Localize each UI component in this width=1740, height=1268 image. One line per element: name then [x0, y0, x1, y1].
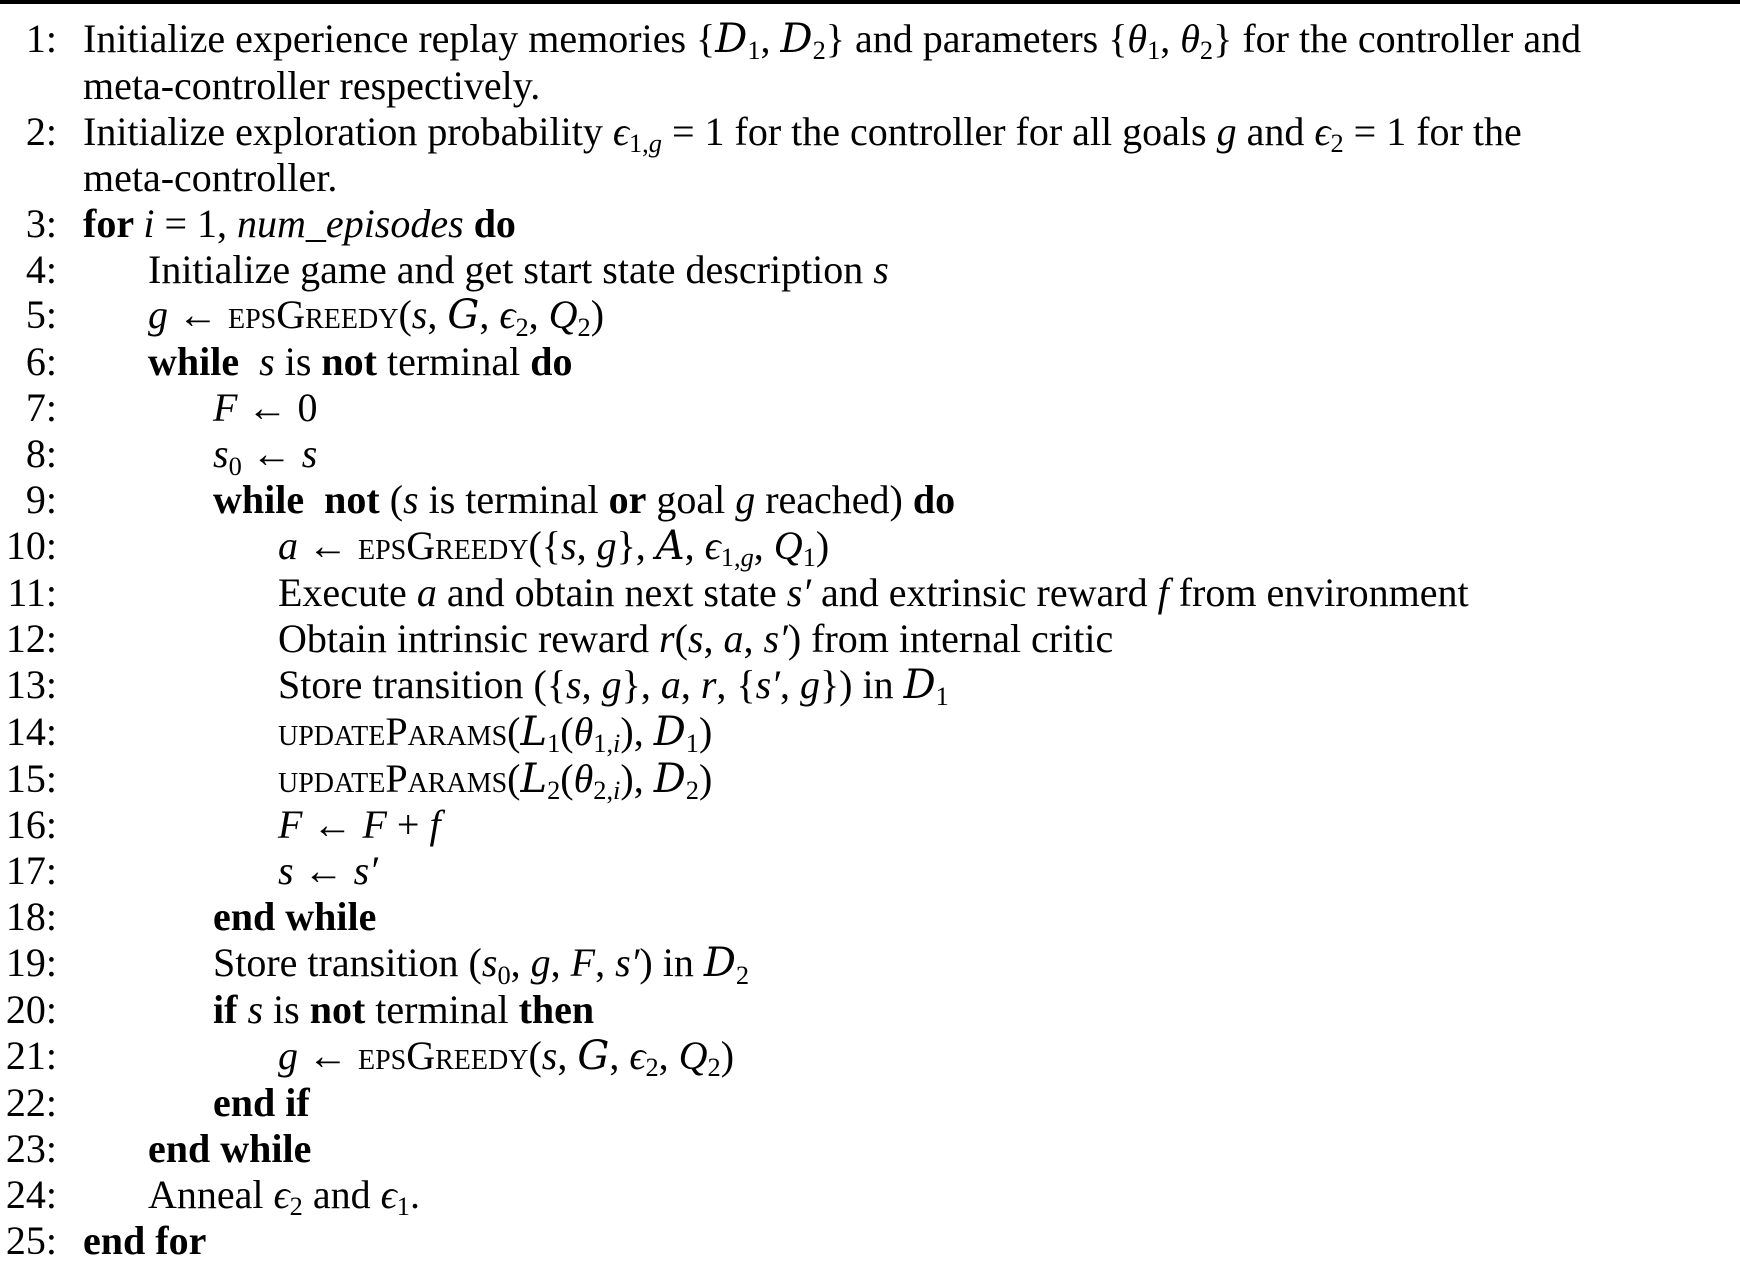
algorithm-line	[0, 756, 1740, 803]
line-content: meta-controller.	[83, 154, 338, 200]
algorithm-line	[0, 522, 1740, 573]
algorithm-line	[0, 247, 1740, 293]
line-content: for i = 1, num_episodes do	[83, 200, 516, 246]
line-number: 19:	[5, 940, 57, 986]
algorithm-line	[0, 292, 1740, 342]
line-content: F ← 0	[213, 385, 318, 431]
line-content: g ← epsGreedy(s, G, ϵ2, Q2)	[148, 292, 605, 342]
algorithm-line	[0, 616, 1740, 662]
line-number: 1:	[25, 16, 57, 61]
line-content: s0 ← s	[213, 431, 318, 481]
algorithm-line	[0, 477, 1740, 523]
line-content: while not (s is terminal or goal g reached) do	[213, 477, 956, 523]
line-content: end while	[148, 1125, 312, 1171]
line-number: 15:	[5, 755, 57, 801]
line-number: 20:	[5, 987, 57, 1033]
line-content: Anneal ϵ2 and ϵ1.	[148, 1171, 420, 1222]
line-number: 6:	[25, 339, 57, 385]
line-content: Initialize exploration probability ϵ1,g = 1 for the controller for all goals g and ϵ2 = 1 for the	[83, 108, 1522, 159]
algorithm-line	[0, 940, 1740, 990]
line-number: 9:	[25, 477, 57, 523]
algorithm-line	[0, 987, 1740, 1033]
line-number: 17:	[5, 848, 57, 894]
line-number: 5:	[25, 292, 57, 338]
algorithm-line	[0, 1171, 1740, 1222]
line-content: while s is not terminal do	[148, 339, 573, 385]
line-number: 4:	[25, 246, 57, 292]
line-content: Store transition (s0, g, F, s′) in D2	[213, 940, 750, 990]
algorithm-line	[0, 201, 1740, 247]
line-content: end while	[213, 894, 377, 940]
line-content: updateParams(L1(θ1,i), D1)	[278, 708, 713, 758]
line-content: g ← epsGreedy(s, G, ϵ2, Q2)	[278, 1032, 735, 1083]
line-number: 16:	[5, 802, 57, 848]
line-number: 7:	[25, 385, 57, 431]
line-content: if s is not terminal then	[213, 987, 595, 1033]
algorithm-line	[0, 848, 1740, 894]
algorithm-line	[0, 709, 1740, 756]
algorithm-line	[0, 385, 1740, 431]
line-number: 23:	[5, 1125, 57, 1171]
algorithm-line	[0, 1080, 1740, 1126]
line-content: end if	[213, 1079, 310, 1125]
line-content: F ← F + f	[278, 802, 441, 848]
line-number: 25:	[5, 1217, 57, 1263]
algorithm-line	[0, 570, 1740, 616]
line-number: 18:	[5, 894, 57, 940]
line-number: 11:	[7, 569, 57, 615]
line-content: a ← epsGreedy({s, g}, A, ϵ1,g, Q1)	[278, 522, 830, 573]
algorithm-line	[0, 108, 1740, 159]
line-number: 12:	[5, 615, 57, 661]
algorithm-line	[0, 16, 1740, 66]
line-number: 22:	[5, 1079, 57, 1125]
algorithm	[0, 4, 1740, 1263]
line-content: Initialize experience replay memories {D1, D2} and parameters {θ1, θ2} for the controller and	[83, 16, 1582, 66]
line-number: 10:	[5, 522, 57, 568]
line-number: 3:	[25, 200, 57, 246]
line-content: s ← s′	[278, 848, 378, 894]
line-content: Execute a and obtain next state s′ and extrinsic reward f from environment	[278, 569, 1469, 615]
line-number: 2:	[25, 108, 57, 154]
line-content: Obtain intrinsic reward r(s, a, s′) from internal critic	[278, 615, 1114, 661]
line-number: 13:	[5, 661, 57, 707]
line-content: Initialize game and get start state description s	[148, 246, 889, 292]
line-content: updateParams(L2(θ2,i), D2)	[278, 755, 713, 805]
line-number: 14:	[5, 708, 57, 754]
line-content: end for	[83, 1217, 207, 1263]
algorithm-line	[0, 1032, 1740, 1083]
algorithm-line	[0, 894, 1740, 940]
algorithm-line	[0, 1218, 1740, 1264]
line-content: meta-controller respectively.	[83, 62, 541, 108]
line-number: 8:	[25, 431, 57, 477]
algorithm-line	[0, 339, 1740, 385]
algorithm-line	[0, 431, 1740, 481]
line-number: 24:	[5, 1171, 57, 1217]
algorithm-line	[0, 661, 1740, 712]
algorithm-line	[0, 63, 1740, 109]
algorithm-line	[0, 155, 1740, 201]
line-number: 21:	[5, 1032, 57, 1078]
line-content: Store transition ({s, g}, a, r, {s′, g}) in D1	[278, 661, 949, 712]
algorithm-line	[0, 1126, 1740, 1172]
algorithm-line	[0, 802, 1740, 848]
